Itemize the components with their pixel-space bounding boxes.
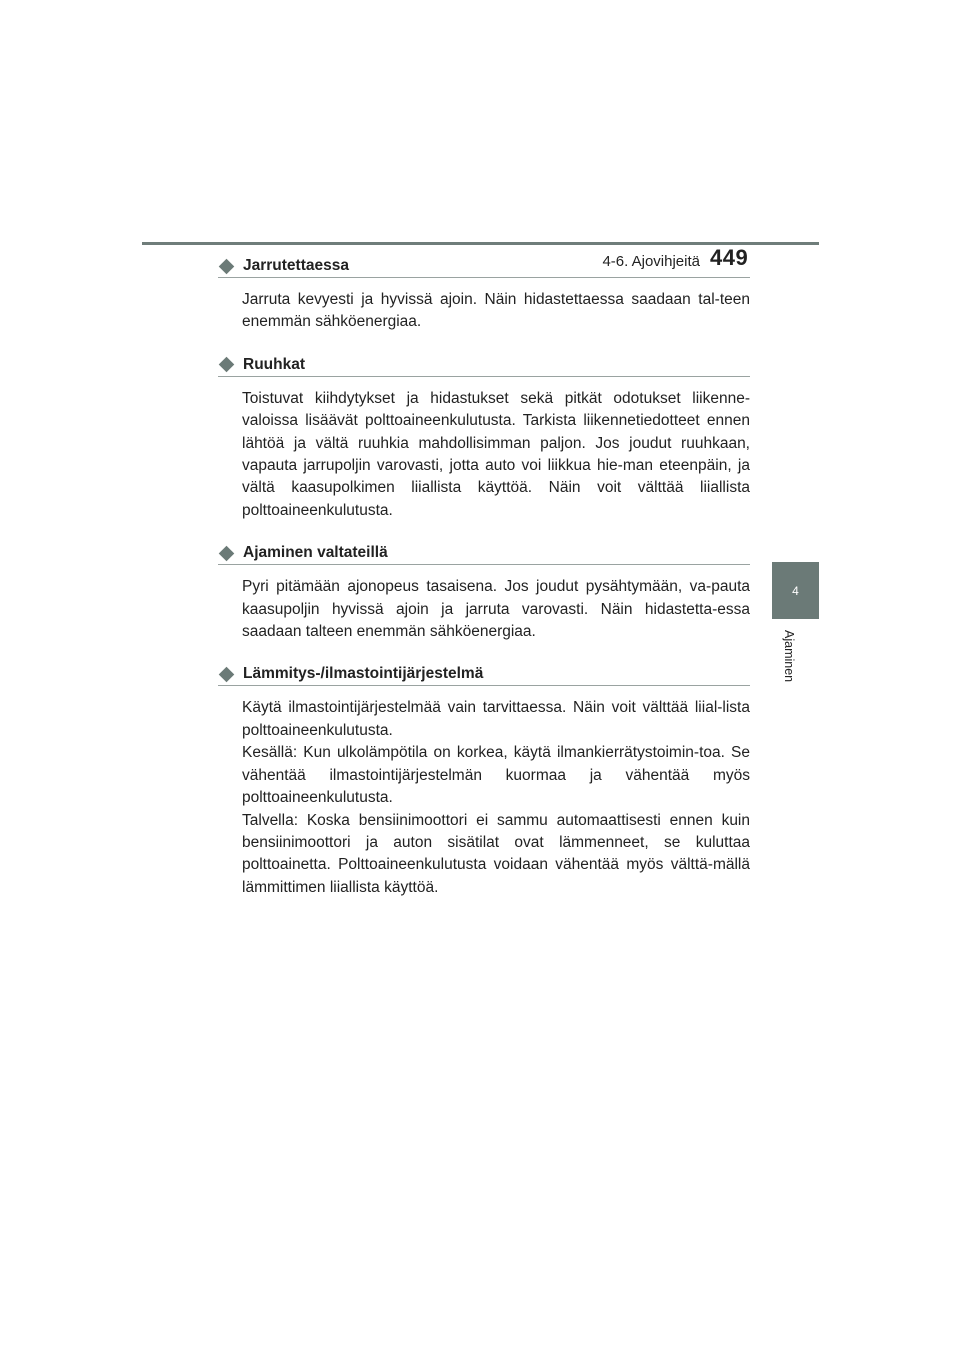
paragraph: Kesällä: Kun ulkolämpötila on korkea, käytä ilmankierrätystoimin-toa. Se vähentää ilmastointijärjestelmän kuormaa ja vähentää myös polttoaineenkulutusta.	[242, 744, 750, 807]
chapter-label: 4-6. Ajovihjeitä	[602, 253, 700, 270]
section-heading-text: Jarrutettaessa	[243, 257, 349, 274]
paragraph: Jarruta kevyesti ja hyvissä ajoin. Näin hidastettaessa saadaan tal-teen enemmän sähköenergiaa.	[242, 291, 750, 331]
paragraph: Talvella: Koska bensiinimoottori ei sammu automaattisesti ennen kuin bensiinimoottori ja auton sisätilat ovat lämmenneet, se kuluttaa polttoainetta. Polttoaineenkulutusta voidaan vähentää myös välttä-mällä lämmittimen liiallista käyttöä.	[242, 811, 750, 896]
chapter-tab-label-text: Ajaminen	[782, 630, 796, 683]
section-climate-control	[218, 662, 750, 899]
diamond-bullet-icon	[219, 357, 235, 373]
page-content	[218, 254, 750, 899]
diamond-bullet-icon	[219, 667, 235, 683]
chapter-tab	[772, 562, 819, 619]
section-heading	[218, 254, 750, 277]
chapter-tab-number: 4	[792, 584, 799, 598]
section-heading-text: Ajaminen valtateillä	[243, 544, 388, 562]
section-braking	[218, 254, 750, 334]
section-body	[242, 576, 750, 643]
section-body	[242, 697, 750, 899]
section-rule	[218, 564, 750, 565]
paragraph: Käytä ilmastointijärjestelmää vain tarvittaessa. Näin voit välttää liial-lista polttoaineenkulutusta.	[242, 699, 750, 739]
section-traffic-jams	[218, 353, 750, 522]
section-heading	[218, 662, 750, 685]
diamond-bullet-icon	[219, 545, 235, 561]
section-body	[242, 388, 750, 522]
section-heading	[218, 541, 750, 564]
section-heading-text: Ruuhkat	[243, 355, 305, 373]
section-rule	[218, 376, 750, 377]
paragraph: Toistuvat kiihdytykset ja hidastukset sekä pitkät odotukset liikenne-valoissa lisäävät polttoaineenkulutusta. Tarkista liikennetiedotteet ennen lähtöä ja vältä ruuhkia mahdollisimman paljon. Jos joudut ruuhkaan, vapauta jarrupoljin varovasti, jotta auto voi liikkua hie-man eteenpäin, ja vältä kaasupolkimen liiallista käyttöä. Näin voit välttää liiallista polttoaineenkulutusta.	[242, 389, 750, 519]
diamond-bullet-icon	[219, 258, 235, 274]
page-number: 449	[710, 245, 749, 270]
paragraph: Pyri pitämään ajonopeus tasaisena. Jos joudut pysähtymään, va-pauta kaasupoljin hyvissä ajoin ja jarruta varovasti. Näin hidastetta-essa saadaan talteen enemmän sähköenergiaa.	[242, 578, 750, 641]
section-body	[242, 289, 750, 334]
section-heading-text: Lämmitys-/ilmastointijärjestelmä	[243, 665, 484, 683]
section-highway-driving	[218, 541, 750, 643]
chapter-tab-label	[774, 630, 804, 694]
section-heading	[218, 353, 750, 376]
section-rule	[218, 277, 750, 278]
section-rule	[218, 685, 750, 686]
